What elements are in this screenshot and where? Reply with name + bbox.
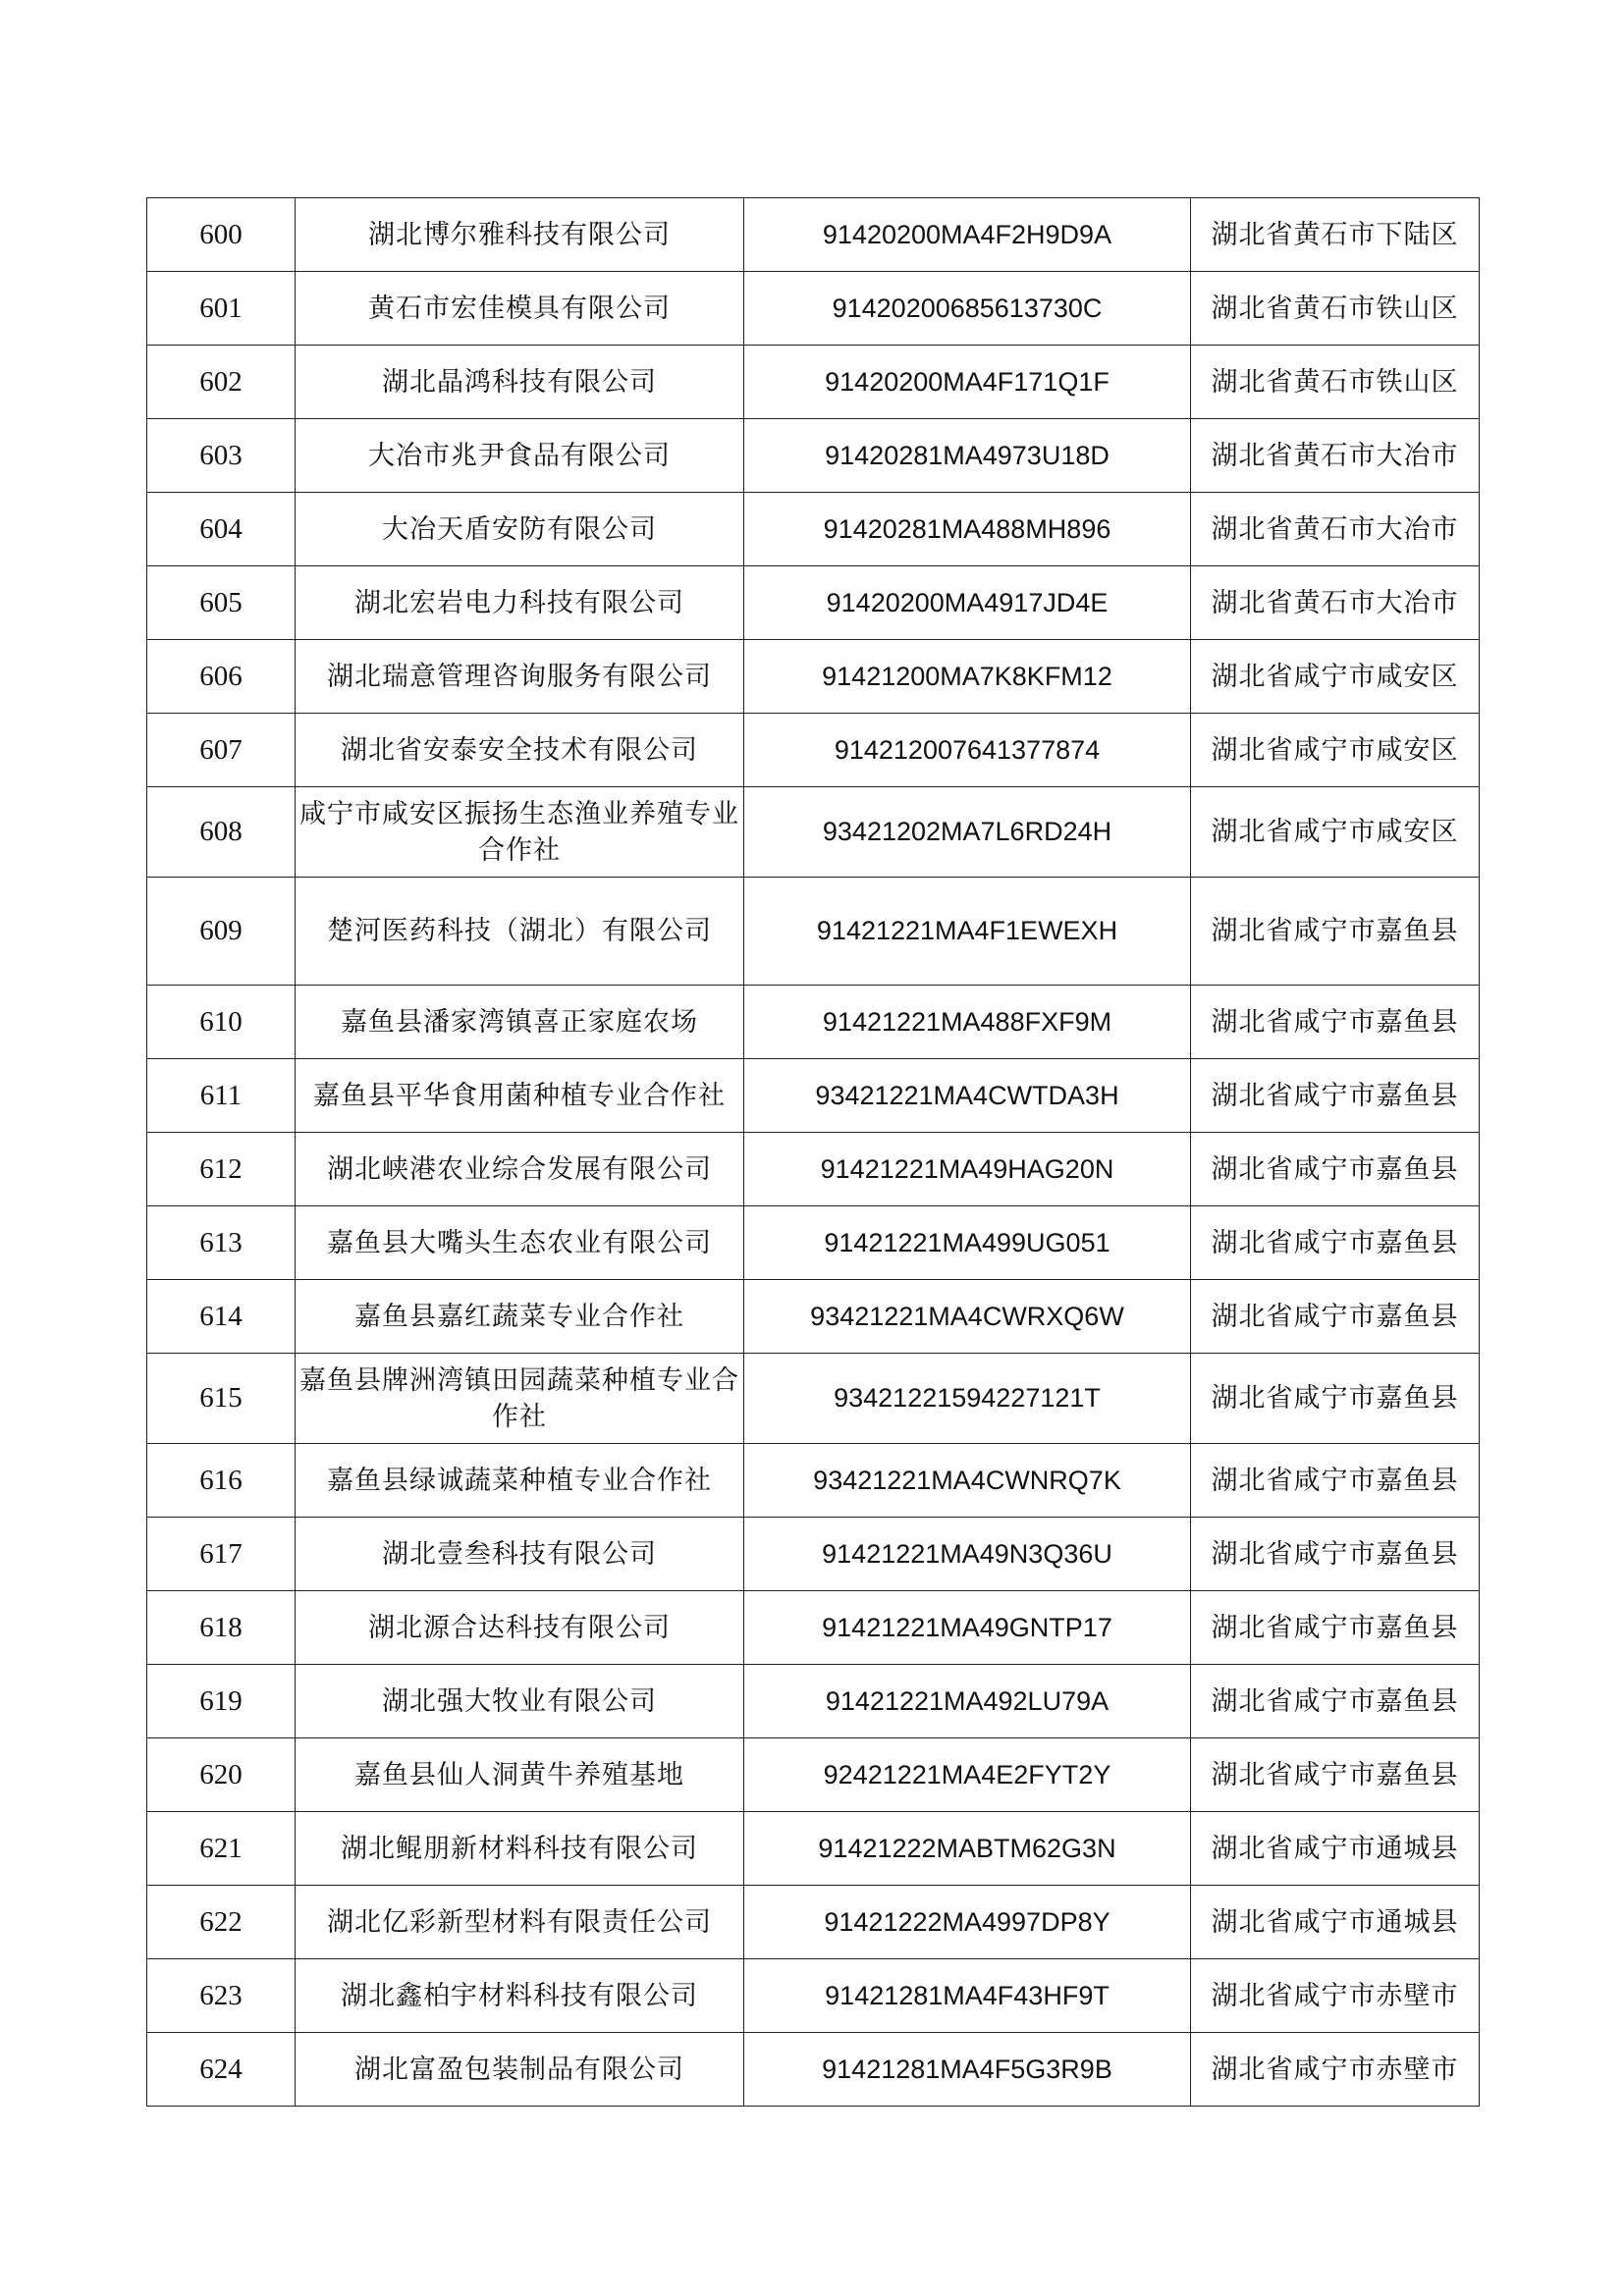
region: 湖北省咸宁市嘉鱼县 [1191,1280,1480,1354]
credit-code: 91421221MA4F1EWEXH [744,878,1191,986]
credit-code: 91421221MA49GNTP17 [744,1591,1191,1665]
credit-code: 91421221MA49HAG20N [744,1133,1191,1206]
company-name: 嘉鱼县平华食用菌种植专业合作社 [296,1059,744,1133]
row-number: 614 [147,1280,296,1354]
credit-code: 91421221MA492LU79A [744,1665,1191,1738]
credit-code: 91420200MA4F171Q1F [744,346,1191,419]
table-row [147,787,1480,878]
credit-code: 91420200685613730C [744,272,1191,346]
company-name: 嘉鱼县潘家湾镇喜正家庭农场 [296,986,744,1059]
table-row [147,1886,1480,1959]
table-row [147,198,1480,272]
row-number: 618 [147,1591,296,1665]
row-number: 600 [147,198,296,272]
region: 湖北省咸宁市嘉鱼县 [1191,986,1480,1059]
region: 湖北省咸宁市通城县 [1191,1886,1480,1959]
region: 湖北省咸宁市嘉鱼县 [1191,1354,1480,1444]
region: 湖北省咸宁市咸安区 [1191,787,1480,878]
company-name: 湖北鑫柏宇材料科技有限公司 [296,1959,744,2033]
region: 湖北省咸宁市嘉鱼县 [1191,1133,1480,1206]
region: 湖北省黄石市铁山区 [1191,272,1480,346]
credit-code: 93421221MA4CWTDA3H [744,1059,1191,1133]
credit-code: 91420281MA488MH896 [744,493,1191,566]
region: 湖北省黄石市大冶市 [1191,566,1480,640]
table-row [147,1206,1480,1280]
credit-code: 93421221MA4CWNRQ7K [744,1444,1191,1518]
credit-code: 92421221MA4E2FYT2Y [744,1738,1191,1812]
region: 湖北省咸宁市赤壁市 [1191,2033,1480,2107]
row-number: 611 [147,1059,296,1133]
table-row [147,1738,1480,1812]
row-number: 606 [147,640,296,714]
row-number: 615 [147,1354,296,1444]
row-number: 619 [147,1665,296,1738]
table-row [147,640,1480,714]
region: 湖北省咸宁市嘉鱼县 [1191,1738,1480,1812]
credit-code: 91421281MA4F43HF9T [744,1959,1191,2033]
region: 湖北省咸宁市咸安区 [1191,714,1480,787]
table-row [147,419,1480,493]
table-row [147,1591,1480,1665]
company-name: 湖北宏岩电力科技有限公司 [296,566,744,640]
company-name: 嘉鱼县嘉红蔬菜专业合作社 [296,1280,744,1354]
company-name: 嘉鱼县牌洲湾镇田园蔬菜种植专业合作社 [296,1354,744,1444]
region: 湖北省咸宁市赤壁市 [1191,1959,1480,2033]
company-name: 湖北省安泰安全技术有限公司 [296,714,744,787]
row-number: 605 [147,566,296,640]
region: 湖北省咸宁市嘉鱼县 [1191,1665,1480,1738]
table-row [147,878,1480,986]
region: 湖北省黄石市大冶市 [1191,419,1480,493]
row-number: 609 [147,878,296,986]
region: 湖北省黄石市铁山区 [1191,346,1480,419]
company-name: 嘉鱼县绿诚蔬菜种植专业合作社 [296,1444,744,1518]
credit-code: 93421221MA4CWRXQ6W [744,1280,1191,1354]
region: 湖北省咸宁市嘉鱼县 [1191,1591,1480,1665]
company-name: 湖北晶鸿科技有限公司 [296,346,744,419]
row-number: 621 [147,1812,296,1886]
region: 湖北省咸宁市嘉鱼县 [1191,1444,1480,1518]
table-row [147,1812,1480,1886]
region: 湖北省咸宁市咸安区 [1191,640,1480,714]
table-row [147,493,1480,566]
table-row [147,1959,1480,2033]
credit-code: 91421222MA4997DP8Y [744,1886,1191,1959]
region: 湖北省咸宁市嘉鱼县 [1191,1518,1480,1591]
table-row [147,1444,1480,1518]
row-number: 608 [147,787,296,878]
company-name: 湖北富盈包装制品有限公司 [296,2033,744,2107]
region: 湖北省咸宁市嘉鱼县 [1191,1059,1480,1133]
row-number: 603 [147,419,296,493]
credit-code: 91420200MA4F2H9D9A [744,198,1191,272]
company-name: 大冶市兆尹食品有限公司 [296,419,744,493]
row-number: 616 [147,1444,296,1518]
credit-code: 91421221MA49N3Q36U [744,1518,1191,1591]
company-name: 湖北峡港农业综合发展有限公司 [296,1133,744,1206]
table-row [147,346,1480,419]
row-number: 610 [147,986,296,1059]
credit-code: 91421222MABTM62G3N [744,1812,1191,1886]
region: 湖北省黄石市下陆区 [1191,198,1480,272]
table-row [147,1665,1480,1738]
credit-code: 91421221MA499UG051 [744,1206,1191,1280]
row-number: 604 [147,493,296,566]
company-name: 楚河医药科技（湖北）有限公司 [296,878,744,986]
region: 湖北省咸宁市嘉鱼县 [1191,878,1480,986]
company-name: 湖北源合达科技有限公司 [296,1591,744,1665]
credit-code: 91420281MA4973U18D [744,419,1191,493]
row-number: 620 [147,1738,296,1812]
company-name: 大冶天盾安防有限公司 [296,493,744,566]
region: 湖北省咸宁市嘉鱼县 [1191,1206,1480,1280]
region: 湖北省黄石市大冶市 [1191,493,1480,566]
row-number: 602 [147,346,296,419]
company-name: 咸宁市咸安区振扬生态渔业养殖专业合作社 [296,787,744,878]
table-row [147,986,1480,1059]
table-row [147,1354,1480,1444]
row-number: 617 [147,1518,296,1591]
company-table [146,197,1480,2107]
row-number: 601 [147,272,296,346]
company-name: 黄石市宏佳模具有限公司 [296,272,744,346]
row-number: 622 [147,1886,296,1959]
company-name: 湖北博尔雅科技有限公司 [296,198,744,272]
row-number: 624 [147,2033,296,2107]
table-row [147,566,1480,640]
company-name: 湖北壹叁科技有限公司 [296,1518,744,1591]
company-name: 湖北亿彩新型材料有限责任公司 [296,1886,744,1959]
table-row [147,1059,1480,1133]
credit-code: 91421221MA488FXF9M [744,986,1191,1059]
row-number: 612 [147,1133,296,1206]
credit-code: 91421200MA7K8KFM12 [744,640,1191,714]
company-table-container [146,197,1479,2107]
table-row [147,1518,1480,1591]
company-name: 湖北鲲朋新材料科技有限公司 [296,1812,744,1886]
company-name: 嘉鱼县仙人洞黄牛养殖基地 [296,1738,744,1812]
company-name: 湖北瑞意管理咨询服务有限公司 [296,640,744,714]
table-row [147,272,1480,346]
row-number: 607 [147,714,296,787]
table-row [147,2033,1480,2107]
row-number: 613 [147,1206,296,1280]
company-name: 嘉鱼县大嘴头生态农业有限公司 [296,1206,744,1280]
table-row [147,1133,1480,1206]
credit-code: 91421281MA4F5G3R9B [744,2033,1191,2107]
credit-code: 93421202MA7L6RD24H [744,787,1191,878]
credit-code: 91420200MA4917JD4E [744,566,1191,640]
credit-code: 914212007641377874 [744,714,1191,787]
table-row [147,1280,1480,1354]
row-number: 623 [147,1959,296,2033]
region: 湖北省咸宁市通城县 [1191,1812,1480,1886]
table-row [147,714,1480,787]
credit-code: 93421221594227121T [744,1354,1191,1444]
company-name: 湖北强大牧业有限公司 [296,1665,744,1738]
